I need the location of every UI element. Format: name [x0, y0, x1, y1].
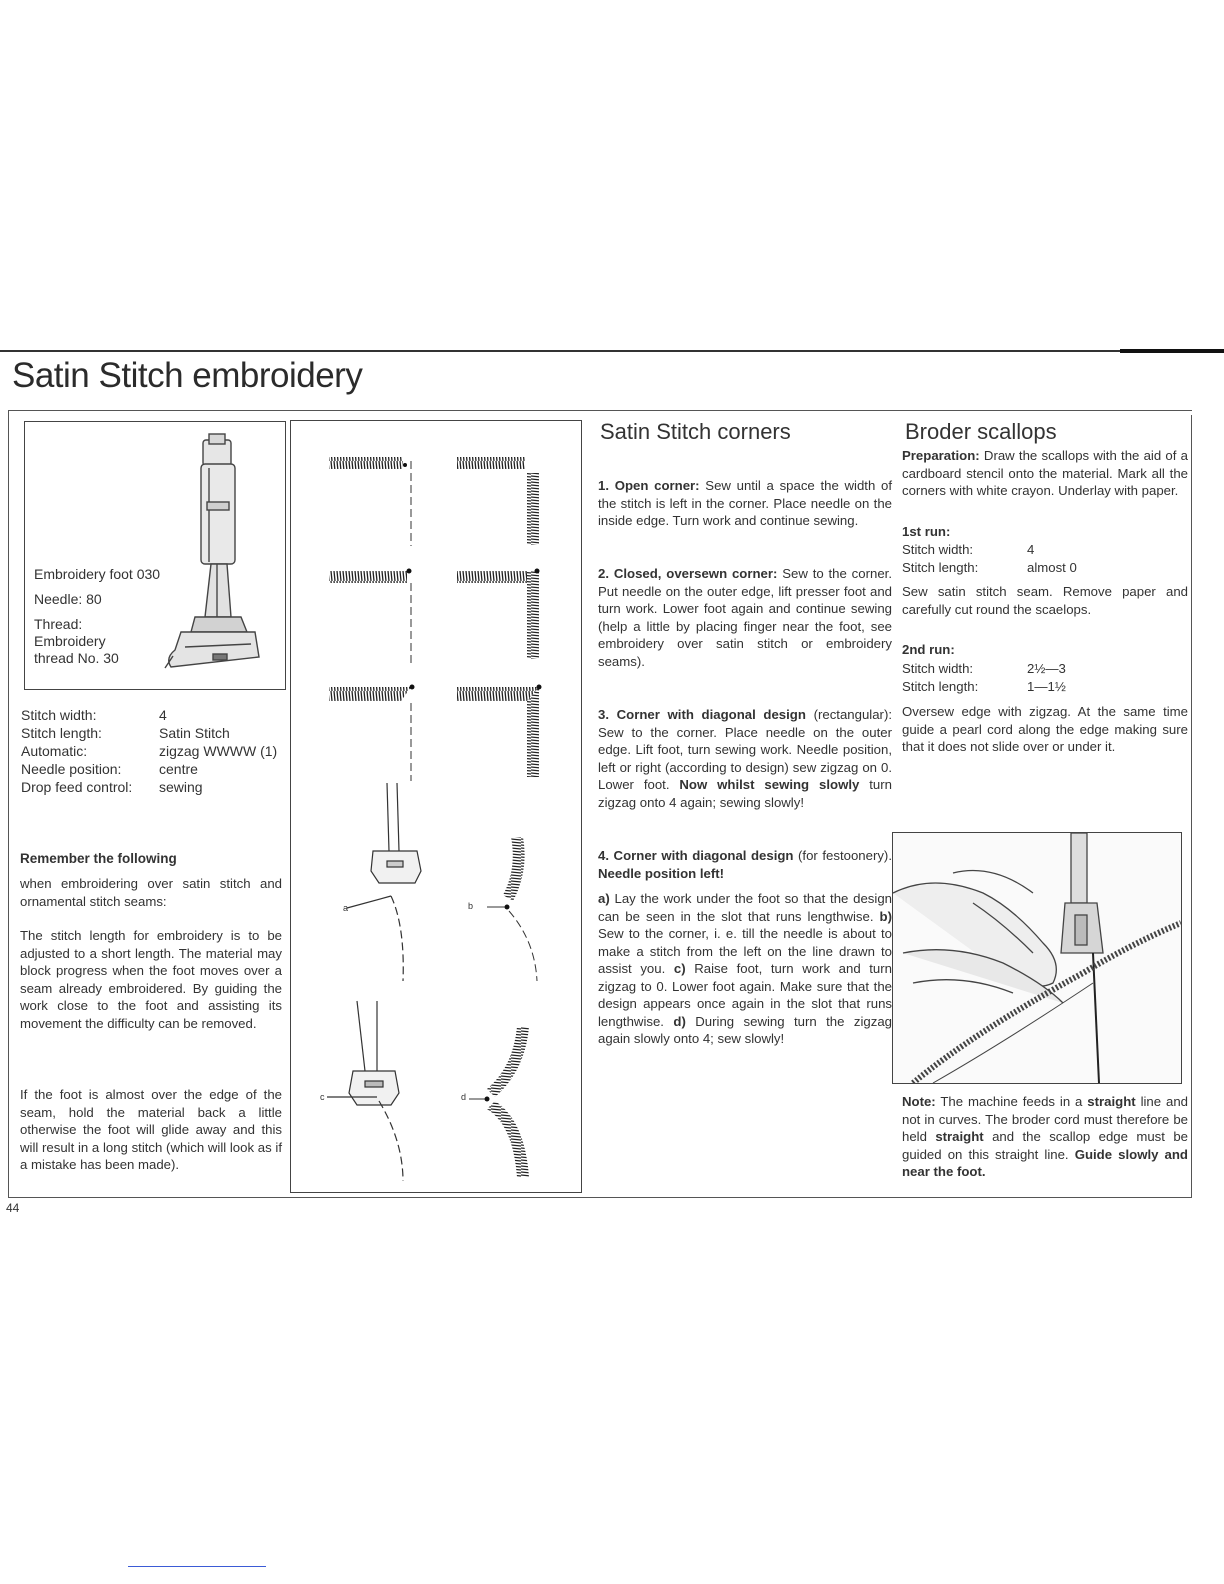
- corner-step-4: 4. Corner with diagonal design (for festoonery). Needle position left!: [598, 848, 892, 881]
- page-number: 44: [6, 1201, 20, 1215]
- remember-heading: Remember the following: [20, 851, 177, 866]
- setting-row: Needle position: centre: [21, 761, 198, 777]
- setting-row: Stitch length: 1—1½: [902, 678, 1066, 694]
- setting-row: Stitch width: 2½—3: [902, 661, 1066, 676]
- diagram-label-a: a: [343, 903, 349, 913]
- corner-step-3: 3. Corner with diagonal design (rectangular): Sew to the corner. Place needle on the outer edge. Lift foot, turn sewing work. Needle position, left or right (according to design) sew zigzag on 0. Lower foot. Now whilst sewing slowly turn zigzag onto 4 again; sewing slowly!: [598, 707, 893, 810]
- closed-corner-diagram-left: [329, 569, 412, 667]
- hands-guiding-fabric-image: [893, 833, 1181, 1083]
- festoon-curve-diagram-d: [469, 1027, 529, 1177]
- first-run-settings: [902, 541, 1188, 576]
- festoon-foot-diagram-c: [327, 1001, 403, 1181]
- bottom-underline-artifact: [128, 1566, 266, 1567]
- diagram-label-b: b: [468, 901, 474, 911]
- embroidery-foot-box: [24, 421, 286, 690]
- remember-intro: when embroidering over satin stitch and ornamental stitch seams:: [20, 876, 282, 909]
- scallops-preparation: Preparation: Draw the scallops with the aid of a cardboard stencil onto the material. Mark all the corners with white crayon. Underlay with paper.: [902, 448, 1188, 498]
- second-run-settings: [902, 660, 1188, 695]
- scallop-sewing-illustration: [892, 832, 1182, 1084]
- thread-line-2: thread No. 30: [34, 650, 119, 666]
- embroidery-foot-illustration: [155, 432, 280, 682]
- diagonal-corner-diagram-left: [329, 685, 415, 782]
- setting-row: Automatic: zigzag WWWW (1): [21, 743, 278, 759]
- corner-step-4-details: a) Lay the work under the foot so that the design can be seen in the slot that runs lengthwise. b) Sew to the corner, i. e. till the needle is about to make a stitch from the left on the line drawn to assist you. c) Raise foot, turn work and turn zigzag to 0. Lower foot again. Make sure that the design appears once again in the slot that runs lengthwise. d) During sewing turn the zigzag again slowly onto 4; sew slowly!: [598, 891, 893, 1046]
- corner-step-2: 2. Closed, oversewn corner: Sew to the corner. Put needle on the outer edge, lift presser foot and turn work. Lower foot again and continue sewing (help a little by placing finger near the foot, see embroidery over satin stitch or embroidery seams).: [598, 566, 892, 669]
- top-rule-accent: [1120, 349, 1224, 353]
- diagonal-corner-diagram-right: [457, 685, 542, 778]
- top-rule: [0, 350, 1224, 352]
- festoon-foot-diagram-a: [347, 783, 421, 981]
- open-corner-diagram-left: [329, 457, 411, 546]
- foot-type-label: Embroidery foot 030: [34, 566, 161, 582]
- setting-row: Stitch width: 4: [21, 707, 167, 723]
- setting-row: Stitch length: almost 0: [902, 559, 1077, 575]
- frame-bottom-line: [8, 1197, 1192, 1198]
- open-corner-diagram-right: [457, 457, 539, 545]
- closed-corner-diagram-right: [457, 569, 540, 660]
- second-run-text: Oversew edge with zigzag. At the same time guide a pearl cord along the edge making sure that it does not slide over or under it.: [902, 704, 1188, 754]
- page-title: Satin Stitch embroidery: [12, 356, 363, 395]
- festoon-curve-diagram-b: [487, 837, 537, 981]
- corners-heading: Satin Stitch corners: [600, 419, 791, 444]
- diagram-label-c: c: [320, 1092, 325, 1102]
- remember-paragraph-1: The stitch length for embroidery is to be adjusted to a short length. The material may block progress when the foot moves over a seam already embroidered. By guiding the work close to the foot and assisting its movement the difficulty can be removed.: [20, 928, 282, 1031]
- frame-top-line: [8, 410, 1192, 411]
- setting-row: Stitch length: Satin Stitch: [21, 725, 230, 741]
- corner-illustrations-box: [290, 420, 582, 1193]
- needle-label: Needle: 80: [34, 591, 102, 607]
- corner-step-1: 1. Open corner: Sew until a space the width of the stitch is left in the corner. Place needle on the inside edge. Turn work and continue sewing.: [598, 478, 892, 528]
- setting-row: Drop feed control: sewing: [21, 779, 203, 795]
- first-run-text: Sew satin stitch seam. Remove paper and carefully cut round the scaelops.: [902, 584, 1188, 617]
- frame-right-line: [1191, 415, 1192, 1198]
- setting-row: Stitch width: 4: [902, 542, 1035, 557]
- corner-stitch-illustrations: [291, 421, 580, 1191]
- machine-settings-list: [21, 706, 277, 796]
- scallops-note: Note: The machine feeds in a straight line and not in curves. The broder cord must therefore be held straight and the scallop edge must be guided on this straight line. Guide slowly and near the foot.: [902, 1094, 1188, 1179]
- diagram-label-d: d: [461, 1092, 467, 1102]
- thread-line-1: Embroidery: [34, 633, 106, 649]
- first-run-heading: 1st run:: [902, 524, 951, 539]
- scallops-heading: Broder scallops: [905, 419, 1057, 444]
- second-run-heading: 2nd run:: [902, 642, 955, 657]
- thread-label: Thread:: [34, 616, 83, 632]
- frame-left-line: [8, 410, 9, 1197]
- remember-paragraph-2: If the foot is almost over the edge of the seam, hold the material back a little otherwise the foot will glide away and this will result in a long stitch (which will look as if a mistake has been made).: [20, 1087, 282, 1172]
